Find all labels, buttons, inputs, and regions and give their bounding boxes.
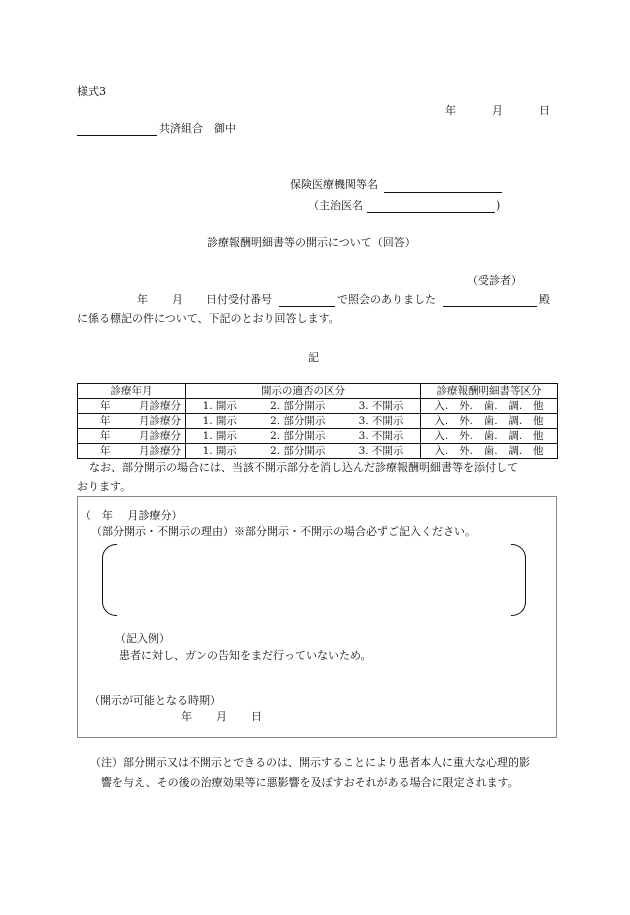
type-other[interactable]: 他	[533, 399, 544, 412]
option-disclose[interactable]: 1. 開示	[202, 414, 237, 427]
body-line-2: に係る標記の件について、下記のとおり回答します。	[77, 312, 340, 325]
period-cell[interactable]	[78, 429, 186, 444]
period-year: 年	[100, 414, 111, 427]
type-inpatient[interactable]: 入.	[434, 429, 449, 442]
timing-label: （開示が可能となる時期）	[89, 694, 221, 707]
period-month: 月診療分	[139, 399, 181, 412]
date-month: 月	[492, 104, 503, 117]
date-year: 年	[445, 104, 456, 117]
disclosure-cell	[186, 429, 421, 444]
inquiry-receipt-label: 日付受付番号	[206, 293, 272, 306]
example-text: 患者に対し、ガンの告知をまだ行っていないため。	[119, 649, 372, 662]
institution-label: 保険医療機関等名	[290, 178, 378, 191]
period-month: 月診療分	[139, 429, 181, 442]
type-cell	[421, 429, 558, 444]
disclosure-cell	[186, 444, 421, 459]
period-year: 年	[100, 399, 111, 412]
type-outpatient[interactable]: 外.	[459, 399, 473, 412]
period-year: 年	[100, 444, 111, 457]
addressee-blank[interactable]	[77, 135, 157, 136]
period-cell[interactable]	[78, 414, 186, 429]
footnote-line-2: 響を与え、その後の治療効果等に悪影響を及ぼすおそれがある場合に限定されます。	[101, 776, 519, 789]
option-partial[interactable]: 2. 部分開示	[270, 399, 326, 412]
disclosure-cell	[186, 414, 421, 429]
footnote-line-1: （注）部分開示又は不開示とできるのは、開示することにより患者本人に重大な心理的影	[90, 756, 530, 769]
partial-note-line-1: なお、部分開示の場合には、当該不開示部分を消し込んだ診療報酬明細書等を添付して	[89, 461, 518, 474]
honorific: 殿	[539, 293, 550, 306]
partial-note-line-2: おります。	[77, 480, 132, 493]
doctor-blank[interactable]	[367, 212, 495, 213]
table-row	[78, 429, 558, 444]
period-month: 月診療分	[139, 414, 181, 427]
type-pharmacy[interactable]: 調.	[508, 429, 523, 442]
period-cell[interactable]	[78, 444, 186, 459]
type-dental[interactable]: 歯.	[483, 444, 498, 457]
addressee-suffix: 共済組合 御中	[159, 122, 236, 135]
type-inpatient[interactable]: 入.	[434, 444, 449, 457]
date-day: 日	[539, 104, 550, 117]
type-cell	[421, 414, 558, 429]
timing-year: 年	[181, 710, 192, 723]
period-cell[interactable]	[78, 399, 186, 414]
type-dental[interactable]: 歯.	[483, 399, 498, 412]
inquiry-middle: で照会のありました	[337, 293, 436, 306]
type-other[interactable]: 他	[533, 429, 544, 442]
inquiry-month: 月	[172, 293, 183, 306]
table-row	[78, 444, 558, 459]
ki-heading: 記	[308, 351, 319, 364]
option-nondisclose[interactable]: 3. 不開示	[358, 429, 404, 442]
type-outpatient[interactable]: 外.	[459, 444, 473, 457]
doctor-label: （主治医名	[308, 199, 363, 212]
receipt-number-blank[interactable]	[279, 306, 335, 307]
type-cell	[421, 444, 558, 459]
type-outpatient[interactable]: 外.	[459, 429, 473, 442]
table-header-row	[78, 384, 558, 399]
inquiry-year: 年	[137, 293, 148, 306]
patient-name-blank[interactable]	[443, 306, 537, 307]
period-year: 年	[100, 429, 111, 442]
type-inpatient[interactable]: 入.	[434, 414, 449, 427]
disclosure-cell	[186, 399, 421, 414]
table-row	[78, 414, 558, 429]
timing-month: 月	[216, 710, 227, 723]
example-label: （記入例）	[115, 632, 170, 645]
box-period[interactable]: （ 年 月診療分）	[80, 509, 183, 522]
type-pharmacy[interactable]: 調.	[508, 399, 523, 412]
type-other[interactable]: 他	[533, 414, 544, 427]
type-dental[interactable]: 歯.	[483, 414, 498, 427]
option-partial[interactable]: 2. 部分開示	[270, 429, 326, 442]
header-period: 診療年月	[78, 384, 186, 399]
option-nondisclose[interactable]: 3. 不開示	[358, 414, 404, 427]
timing-day: 日	[251, 710, 262, 723]
reason-bracket-left	[102, 544, 117, 616]
patient-label: （受診者）	[467, 274, 522, 287]
reason-label: （部分開示・不開示の理由）※部分開示・不開示の場合必ずご記入ください。	[91, 525, 476, 538]
form-number: 様式3	[77, 85, 106, 98]
type-other[interactable]: 他	[533, 444, 544, 457]
type-pharmacy[interactable]: 調.	[508, 444, 523, 457]
period-month: 月診療分	[139, 444, 181, 457]
header-type: 診療報酬明細書等区分	[421, 384, 558, 399]
reason-input-area[interactable]	[118, 548, 508, 610]
option-disclose[interactable]: 1. 開示	[202, 444, 237, 457]
type-outpatient[interactable]: 外.	[459, 414, 473, 427]
type-dental[interactable]: 歯.	[483, 429, 498, 442]
option-disclose[interactable]: 1. 開示	[202, 399, 237, 412]
table-row	[78, 399, 558, 414]
option-nondisclose[interactable]: 3. 不開示	[358, 399, 404, 412]
institution-blank[interactable]	[384, 192, 502, 193]
reason-bracket-right	[511, 544, 526, 616]
document-title: 診療報酬明細書等の開示について（回答）	[207, 236, 416, 249]
option-partial[interactable]: 2. 部分開示	[270, 444, 326, 457]
type-cell	[421, 399, 558, 414]
disclosure-table	[77, 383, 558, 459]
type-inpatient[interactable]: 入.	[434, 399, 449, 412]
header-disclosure: 開示の適否の区分	[186, 384, 421, 399]
type-pharmacy[interactable]: 調.	[508, 414, 523, 427]
doctor-close: )	[496, 199, 501, 212]
option-partial[interactable]: 2. 部分開示	[270, 414, 326, 427]
option-nondisclose[interactable]: 3. 不開示	[358, 444, 404, 457]
option-disclose[interactable]: 1. 開示	[202, 429, 237, 442]
